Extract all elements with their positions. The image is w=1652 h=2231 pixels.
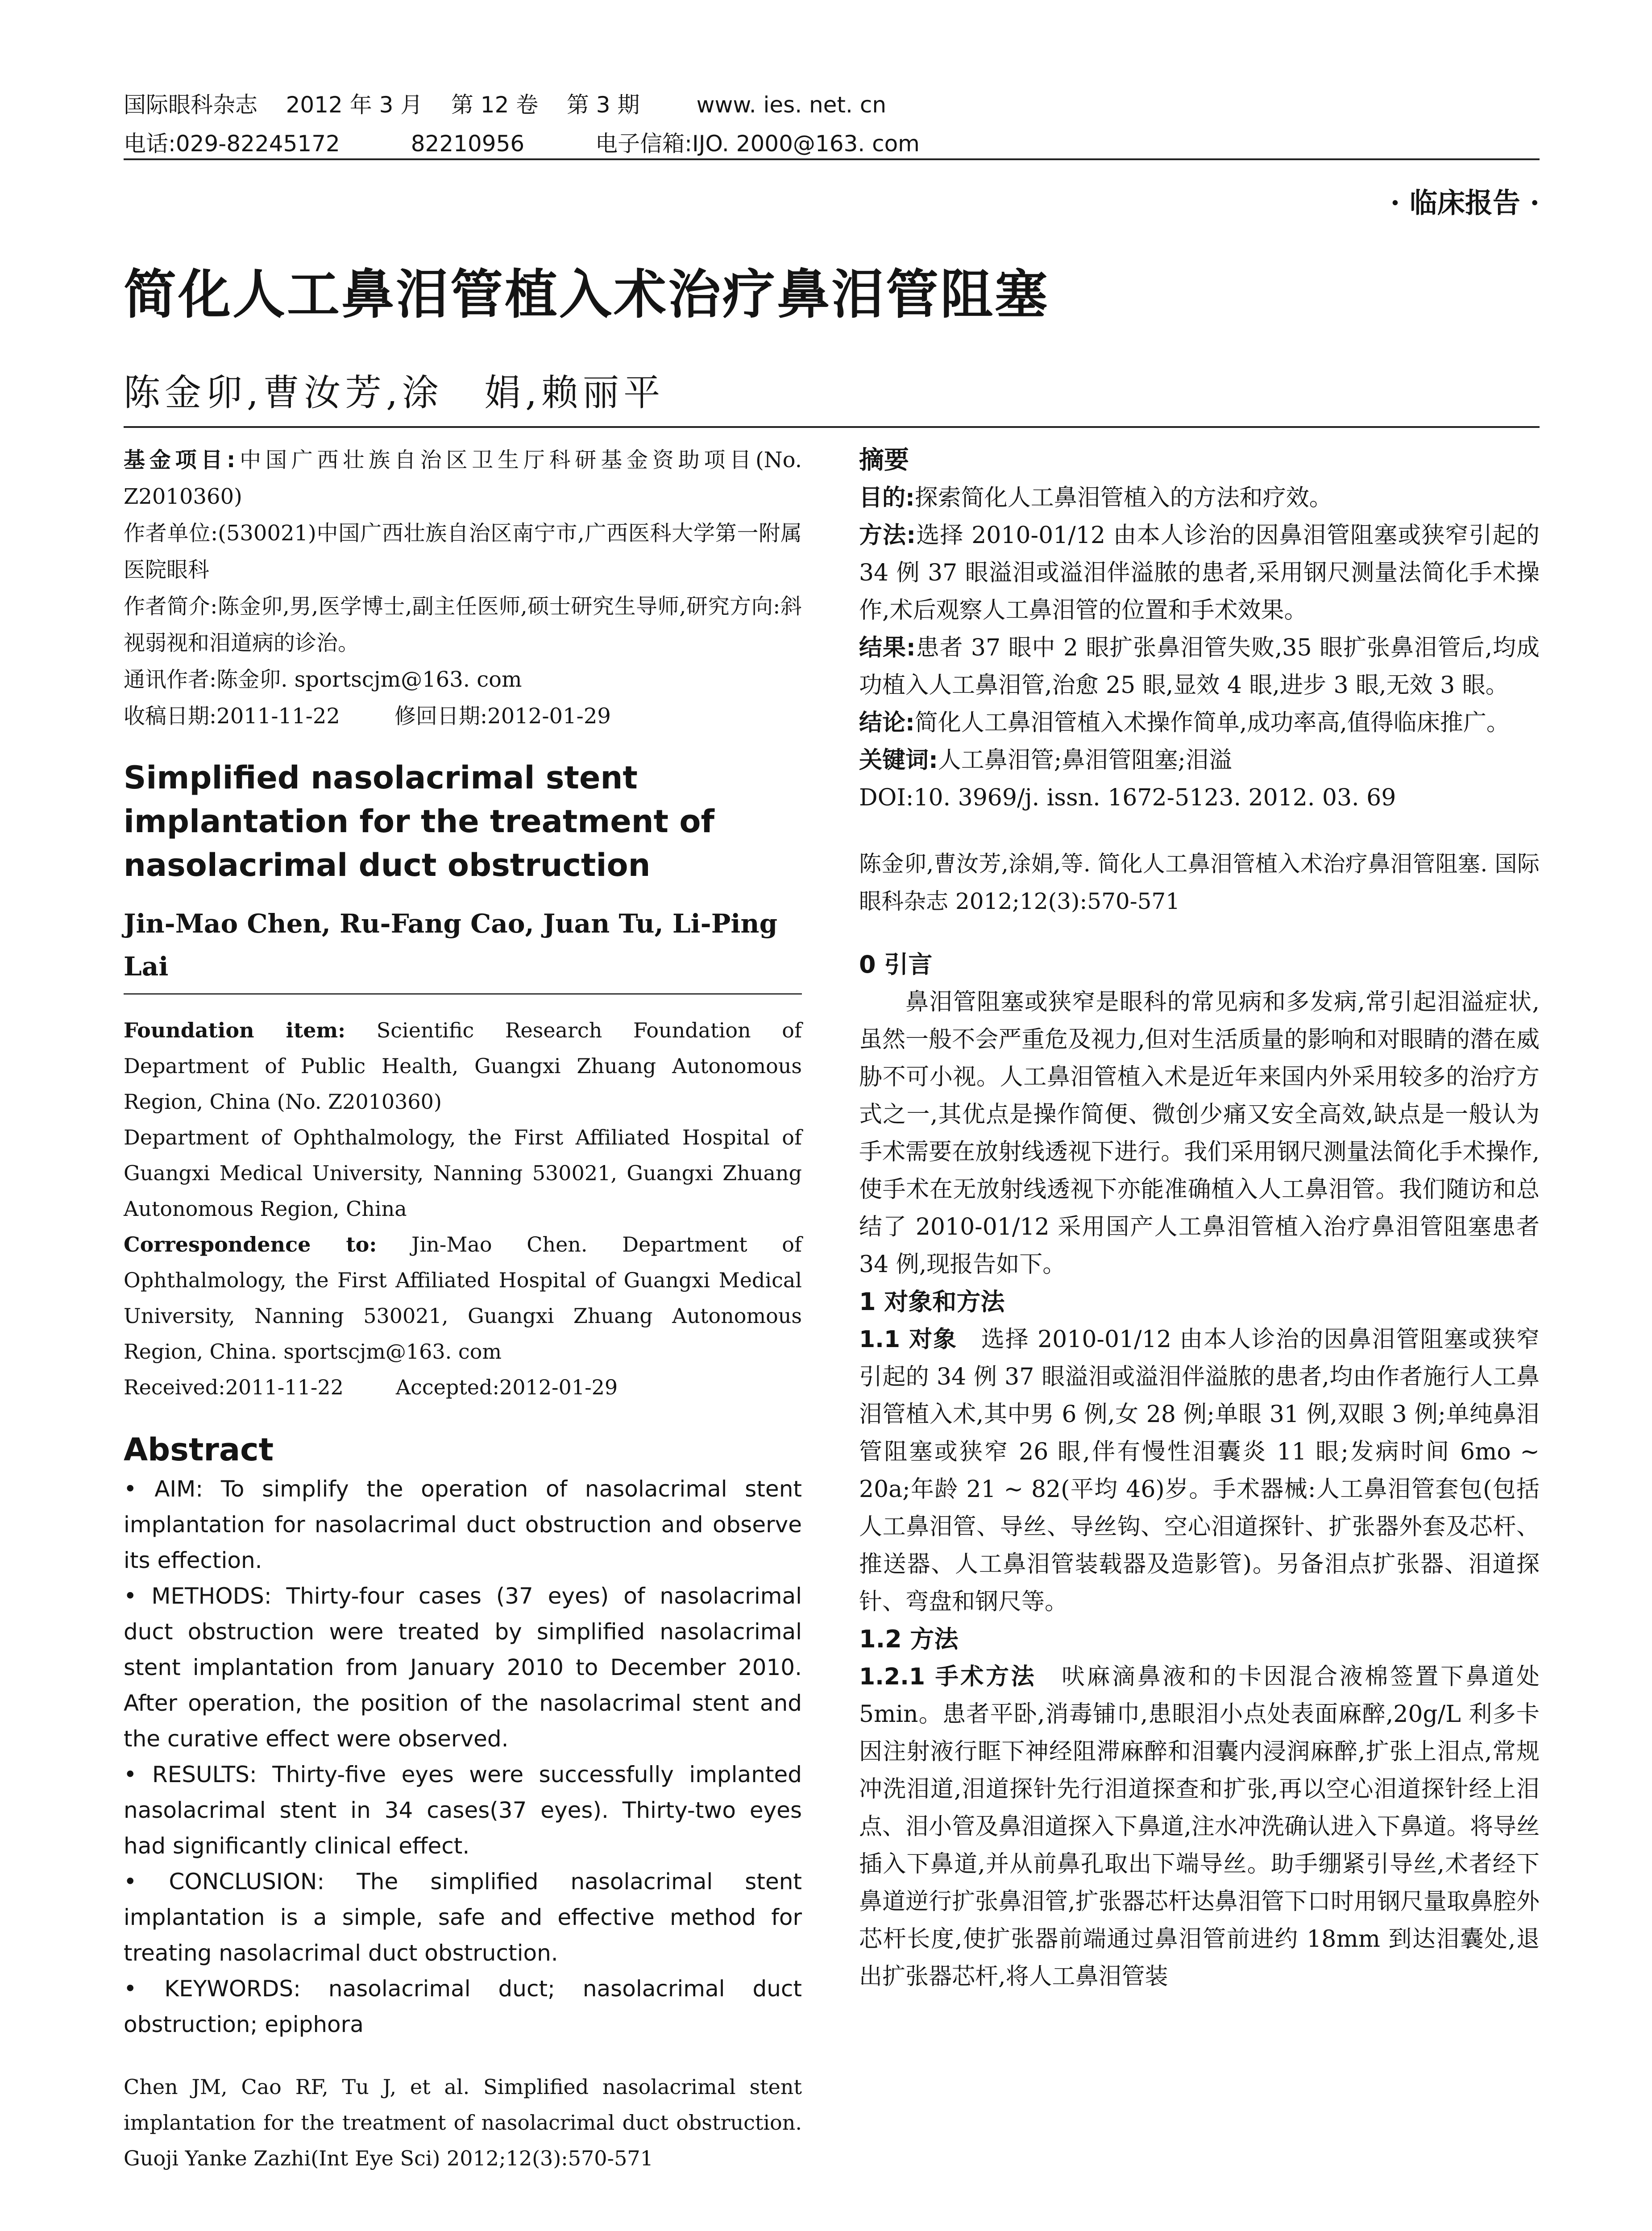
author-unit: 作者单位:(530021)中国广西壮族自治区南宁市,广西医科大学第一附属医院眼科 [124,521,802,582]
abstract-methods: • METHODS: Thirty-four cases (37 eyes) of nasolacrimal duct obstruction were treated by simplified nasolacrimal stent implantation from January 2010 to December 2010. After operation, the position of the nasolacrimal stent and the curative effect were observed. [124,1583,802,1752]
abstract-keywords: • KEYWORDS: nasolacrimal duct; nasolacrimal duct obstruction; epiphora [124,1976,802,2037]
section-label: · 临床报告 · [1390,187,1540,219]
english-title: Simplified nasolacrimal stent implantation for the treatment of nasolacrimal duct obstruction [124,759,714,883]
intro-heading: 0 引言 [859,950,933,979]
surgery-paragraph: 1.2.1 手术方法 吠麻滴鼻液和的卡因混合液棉签置下鼻道处 5min。患者平卧,消毒铺巾,患眼泪小点处表面麻醉,20g/L 利多卡因注射液行眶下神经阻滞麻醉和泪囊内浸润麻醉,扩张上泪点,常规冲洗泪道,泪道探针先行泪道探查和扩张,再以空心泪道探针经上泪点、泪小管及鼻泪道探入下鼻道,注水冲洗确认进入下鼻道。将导丝插入下鼻道,并从前鼻孔取出下端导丝。助手绷紧引导丝,术者经下鼻道逆行扩张鼻泪管,扩张器芯杆达鼻泪管下口时用钢尺量取鼻腔外芯杆长度,使扩张器前端通过鼻泪管前进约 18mm 到达泪囊处,退出扩张器芯杆,将人工鼻泪管装 [859,1663,1540,1990]
journal-header-line1: 国际眼科杂志 2012 年 3 月 第 12 卷 第 3 期 www. ies. net. cn [124,92,887,118]
fund-info: 基金项目:中国广西壮族自治区卫生厅科研基金资助项目(No. Z2010360) [124,448,802,509]
abstract-cn-result: 结果:患者 37 眼中 2 眼扩张鼻泪管失败,35 眼扩张鼻泪管后,均成功植入人工鼻泪管,治愈 25 眼,显效 4 眼,进步 3 眼,无效 3 眼。 [859,634,1540,699]
affiliation-en: Department of Ophthalmology, the First Affiliated Hospital of Guangxi Medical University, Nanning 530021, Guangxi Zhuang Autonomous Region, China [124,1125,802,1221]
title-rule [124,426,1540,428]
citation-en: Chen JM, Cao RF, Tu J, et al. Simplified nasolacrimal stent implantation for the treatment of nasolacrimal duct obstruction. Guoji Yanke Zazhi(Int Eye Sci) 2012;12(3):570-571 [124,2075,802,2170]
doi: DOI:10. 3969/j. issn. 1672-5123. 2012. 03. 69 [859,784,1396,811]
corresponding-author: 通讯作者:陈金卯. sportscjm@163. com [124,667,522,692]
abstract-aim: • AIM: To simplify the operation of nasolacrimal stent implantation for nasolacrimal duct obstruction and observe its effection. [124,1476,802,1573]
methods-heading: 1 对象和方法 [859,1288,1005,1316]
abstract-cn-aim: 目的:探索简化人工鼻泪管植入的方法和疗效。 [859,485,1332,511]
abstract-cn-conclusion: 结论:简化人工鼻泪管植入术操作简单,成功率高,值得临床推广。 [859,709,1510,736]
author-intro: 作者简介:陈金卯,男,医学博士,副主任医师,硕士研究生导师,研究方向:斜视弱视和泪道病的诊治。 [124,594,802,655]
received-dates-en: Received:2011-11-22 Accepted:2012-01-29 [124,1375,618,1399]
abstract-cn-keywords: 关键词:人工鼻泪管;鼻泪管阻塞;泪溢 [859,747,1232,774]
header-rule [124,158,1540,160]
article-title: 简化人工鼻泪管植入术治疗鼻泪管阻塞 [124,264,1050,325]
right-column [859,442,1540,1995]
left-column [124,442,802,2176]
journal-header-line2: 电话:029-82245172 82210956 电子信箱:IJO. 2000@163. com [124,131,920,157]
subjects-paragraph: 1.1 对象 选择 2010-01/12 由本人诊治的因鼻泪管阻塞或狭窄引起的 34 例 37 眼溢泪或溢泪伴溢脓的患者,均由作者施行人工鼻泪管植入术,其中男 6 例,女 28 例;单眼 31 例,双眼 3 例;单纯鼻泪管阻塞或狭窄 26 眼,伴有慢性泪囊炎 11 眼;发病时间 6mo ~ 20a;年龄 21 ~ 82(平均 46)岁。手术器械:人工鼻泪管套包(包括人工鼻泪管、导丝、导丝钩、空心泪道探针、扩张器外套及芯杆、推送器、人工鼻泪管装载器及造影管)。另备泪点扩张器、泪道探针、弯盘和钢尺等。 [859,1326,1540,1615]
english-authors: Jin-Mao Chen, Ru-Fang Cao, Juan Tu, Li-Ping Lai [124,908,778,982]
foundation-item: Foundation item: Scientific Research Foundation of Department of Public Health, Guangxi Zhuang Autonomous Region, China (No. Z2010360) [124,1018,802,1114]
correspondence-en: Correspondence to: Jin-Mao Chen. Department of Ophthalmology, the First Affiliated Hospital of Guangxi Medical University, Nanning 530021, Guangxi Zhuang Autonomous Region, China. sportscjm@163. com [124,1232,802,1364]
abstract-cn-heading: 摘要 [859,446,909,475]
abstract-cn-method: 方法:选择 2010-01/12 由本人诊治的因鼻泪管阻塞或狭窄引起的 34 例 37 眼溢泪或溢泪伴溢脓的患者,采用钢尺测量法简化手术操作,术后观察人工鼻泪管的位置和手术效果。 [859,522,1540,624]
abstract-results: • RESULTS: Thirty-five eyes were successfully implanted nasolacrimal stent in 34 cases(37 eyes). Thirty-two eyes had significantly clinical effect. [124,1762,802,1859]
abstract-heading: Abstract [124,1431,274,1468]
intro-paragraph: 鼻泪管阻塞或狭窄是眼科的常见病和多发病,常引起泪溢症状,虽然一般不会严重危及视力,但对生活质量的影响和对眼睛的潜在威胁不可小视。人工鼻泪管植入术是近年来国内外采用较多的治疗方式之一,其优点是操作简便、微创少痛又安全高效,缺点是一般认为手术需要在放射线透视下进行。我们采用钢尺测量法简化手术操作,使手术在无放射线透视下亦能准确植入人工鼻泪管。我们随访和总结了 2010-01/12 采用国产人工鼻泪管植入治疗鼻泪管阻塞患者 34 例,现报告如下。 [859,989,1540,1278]
authors-rule [124,993,802,995]
authors-cn: 陈金卯,曹汝芳,涂 娟,赖丽平 [124,372,665,414]
method-subheading: 1.2 方法 [859,1625,959,1653]
citation-cn: 陈金卯,曹汝芳,涂娟,等. 简化人工鼻泪管植入术治疗鼻泪管阻塞. 国际眼科杂志 2012;12(3):570-571 [859,851,1540,914]
received-dates-cn: 收稿日期:2011-11-22 修回日期:2012-01-29 [124,704,611,729]
abstract-conclusion: • CONCLUSION: The simplified nasolacrimal stent implantation is a simple, safe and effective method for treating nasolacrimal duct obstruction. [124,1869,802,1966]
